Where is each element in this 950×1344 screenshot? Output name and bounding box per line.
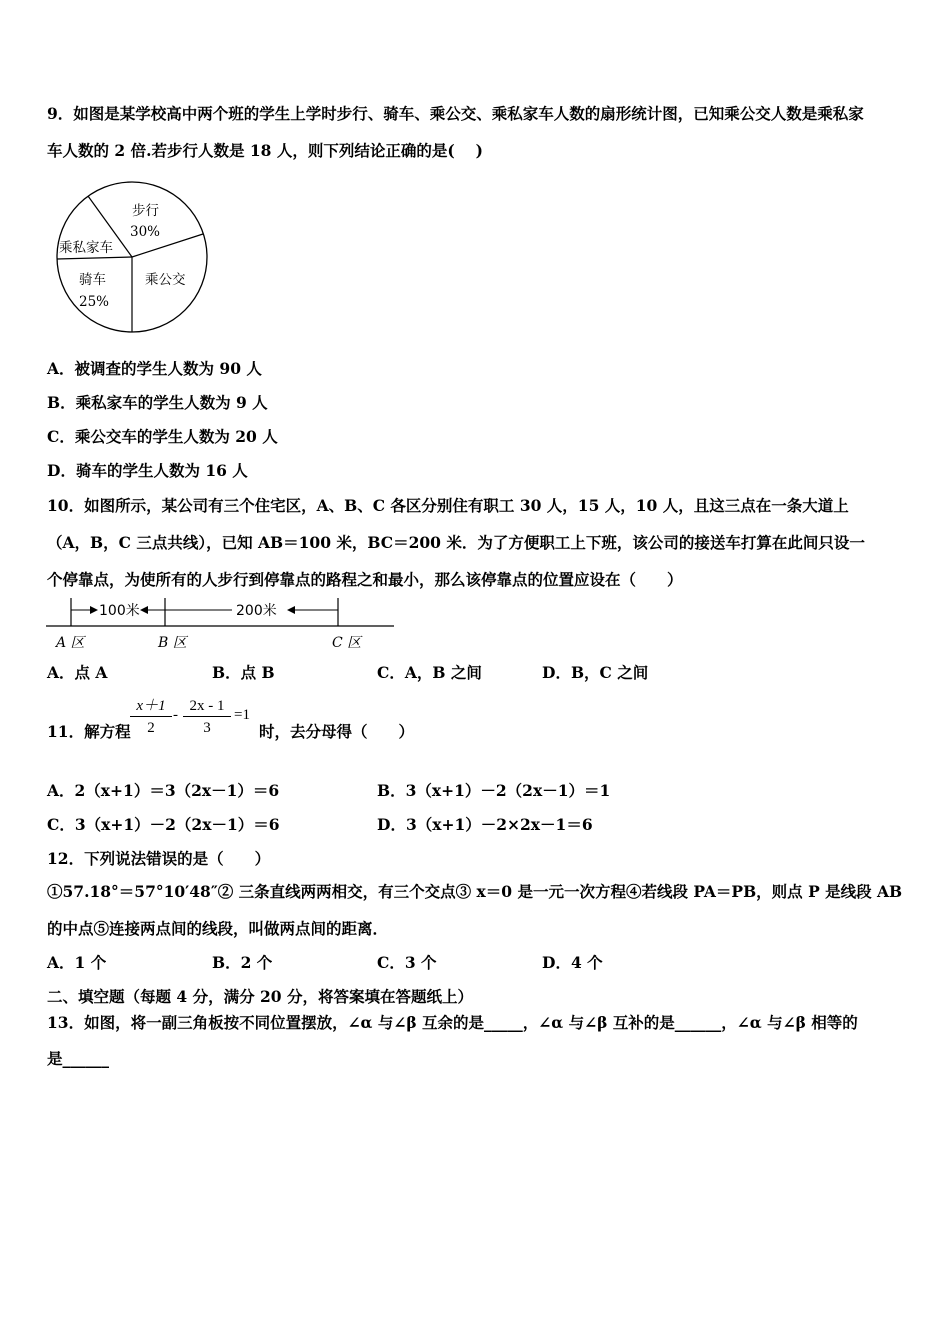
q9-option-d[interactable]: D．骑车的学生人数为 16 人 [47, 461, 248, 480]
q11-option-c[interactable]: C．3（x+1）－2（2x－1）＝6 [47, 815, 280, 834]
q13-text-line1: 13．如图，将一副三角板按不同位置摆放，∠α 与∠β 互余的是_____，∠α 与∠β 互补的是______，∠α 与∠β 相等的 [47, 1013, 858, 1032]
q10-text-line3: 个停靠点，为使所有的人步行到停靠点的路程之和最小，那么该停靠点的位置应设在（ ） [47, 570, 683, 589]
q12-text-line2: ①57.18°＝57°10′48″② 三条直线两两相交，有三个交点③ x＝0 是一元一次方程④若线段 PA＝PB，则点 P 是线段 AB [47, 882, 903, 901]
q12-text-line1: 12．下列说法错误的是（ ） [47, 849, 271, 868]
pie-label-car: 乘私家车 [59, 240, 113, 256]
arrowhead-ab-right [90, 606, 98, 614]
q9-text-line2: 车人数的 2 倍.若步行人数是 18 人，则下列结论正确的是( ) [47, 141, 483, 160]
q10-text-line2: （A，B，C 三点共线），已知 AB＝100 米，BC＝200 米．为了方便职工上下班，该公司的接送车打算在此间只设一 [47, 533, 865, 552]
q11-fraction-2-numerator: 2x - 1 [183, 696, 231, 717]
q11-suffix: 时，去分母得（ ） [259, 722, 415, 741]
q10-option-b[interactable]: B．点 B [212, 663, 275, 682]
q11-equals-one: =1 [234, 707, 250, 723]
q12-option-c[interactable]: C．3 个 [377, 953, 437, 972]
q10-text-line1: 10．如图所示，某公司有三个住宅区，A、B、C 各区分别住有职工 30 人，15 人，10 人，且这三点在一条大道上 [47, 496, 849, 515]
label-b-zone: B 区 [158, 635, 187, 651]
pie-divider-bike-car [57, 257, 132, 259]
q10-option-d[interactable]: D．B，C 之间 [542, 663, 649, 682]
pie-chart [50, 176, 215, 341]
q12-option-d[interactable]: D．4 个 [542, 953, 603, 972]
q9-option-a[interactable]: A．被调查的学生人数为 90 人 [47, 359, 262, 378]
section-2-title: 二、填空题（每题 4 分，满分 20 分，将答案填在答题纸上） [47, 987, 473, 1006]
q11-option-a[interactable]: A．2（x+1）＝3（2x－1）＝6 [47, 781, 280, 800]
q11-fraction-1-denominator: 2 [147, 720, 155, 736]
q11-minus: - [173, 707, 178, 723]
label-c-zone: C 区 [332, 635, 362, 651]
label-a-zone: A 区 [56, 635, 85, 651]
q9-option-b[interactable]: B．乘私家车的学生人数为 9 人 [47, 393, 268, 412]
q9-text-line1: 9．如图是某学校高中两个班的学生上学时步行、骑车、乘公交、乘私家车人数的扇形统计图，已知乘公交人数是乘私家 [47, 104, 864, 123]
q11-prefix: 11．解方程 [47, 722, 131, 741]
q12-option-a[interactable]: A．1 个 [47, 953, 107, 972]
q11-fraction-1-numerator: x＋1 [130, 696, 172, 717]
q11-fraction-2-denominator: 3 [203, 720, 211, 736]
q12-text-line3: 的中点⑤连接两点间的线段，叫做两点间的距离． [47, 919, 389, 938]
arrowhead-bc-left [287, 606, 295, 614]
pie-label-bike: 骑车 [79, 272, 106, 288]
q10-option-c[interactable]: C．A，B 之间 [377, 663, 482, 682]
pie-label-bike-pct: 25% [79, 294, 110, 310]
road-diagram [44, 596, 399, 654]
q11-option-b[interactable]: B．3（x+1）－2（2x－1）＝1 [377, 781, 611, 800]
q9-option-c[interactable]: C．乘公交车的学生人数为 20 人 [47, 427, 278, 446]
q10-option-a[interactable]: A．点 A [47, 663, 108, 682]
q11-fraction-2 [183, 696, 231, 739]
q13-text-line2: 是______ [47, 1049, 110, 1068]
q12-option-b[interactable]: B．2 个 [212, 953, 273, 972]
q11-option-d[interactable]: D．3（x+1）－2×2x－1＝6 [377, 815, 593, 834]
label-ab-distance: 100米 [99, 603, 140, 619]
pie-label-bus: 乘公交 [145, 272, 186, 288]
label-bc-distance: 200米 [236, 603, 277, 619]
pie-label-walk-pct: 30% [130, 224, 161, 240]
pie-label-walk: 步行 [132, 203, 159, 219]
q11-fraction-1 [130, 696, 172, 739]
